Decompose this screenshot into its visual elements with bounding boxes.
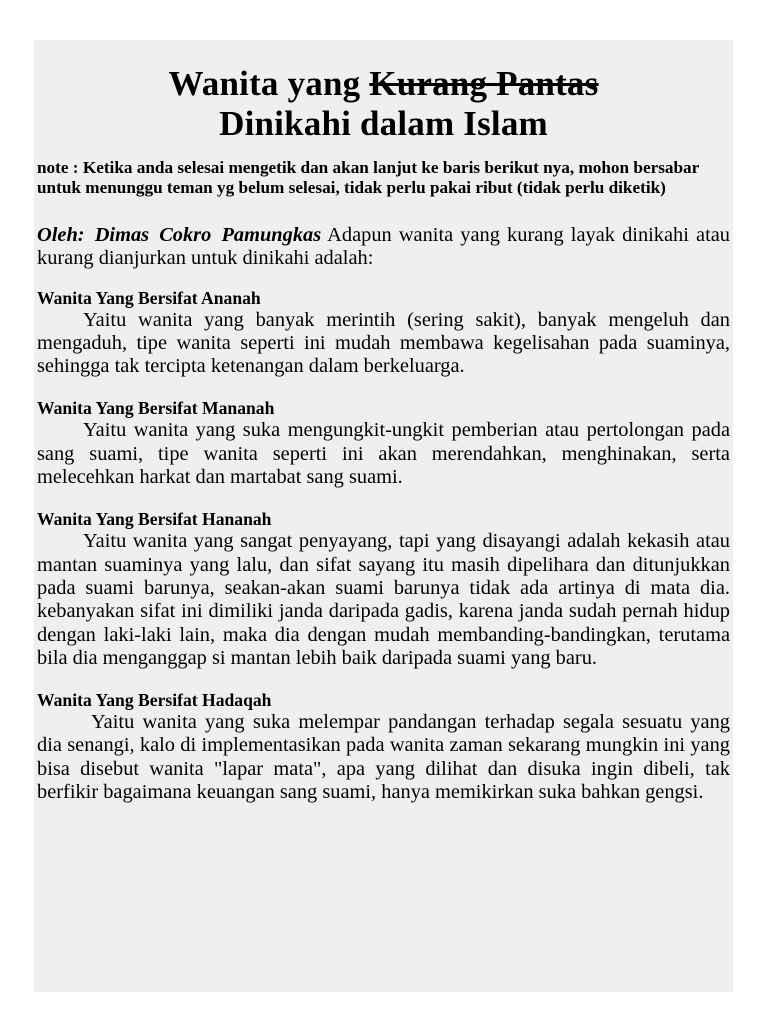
note-text: note : Ketika anda selesai mengetik dan akan lanjut ke baris berikut nya, mohon bersabar untuk menunggu teman yg belum selesai, tidak perlu pakai ribut (tidak perlu diketik) [37, 158, 699, 197]
section-body: Yaitu wanita yang banyak merintih (sering sakit), banyak mengeluh dan mengaduh, tipe wanita seperti ini mudah membawa kegelisahan pada suaminya, sehingga tak tercipta ketenangan dalam berkeluarga. [37, 308, 730, 378]
section-body: Yaitu wanita yang sangat penyayang, tapi yang disayangi adalah kekasih atau mantan suaminya yang lalu, dan sifat sayang itu masih dipelihara dan ditunjukkan pada suami barunya, seakan-akan suami barunya tidak ada artinya di mata dia. kebanyakan sifat ini dimiliki janda daripada gadis, karena janda sudah pernah hidup dengan laki-laki lain, maka dia dengan mudah membanding-bandingkan, terutama bila dia menganggap si mantan lebih baik daripada suami yang baru. [37, 530, 730, 669]
section-body: Yaitu wanita yang suka mengungkit-ungkit pemberian atau pertolongan pada sang suami, tipe wanita seperti ini akan merendahkan, menghinakan, serta melecehkan harkat dan martabat sang suami. [37, 419, 730, 489]
section-heading: Wanita Yang Bersifat Hadaqah [37, 690, 272, 711]
author-byline: Oleh: Dimas Cokro Pamungkas [37, 224, 322, 246]
title-strikethrough: Kurang Pantas [369, 64, 599, 103]
intro-paragraph [37, 224, 730, 271]
document-page [34, 40, 733, 992]
intro-text: Adapun wanita yang kurang layak dinikahi atau kurang dianjurkan untuk dinikahi adalah: [37, 224, 730, 270]
title-prefix: Wanita yang [168, 64, 370, 103]
title-line-2: Dinikahi dalam Islam [219, 104, 548, 143]
section-heading: Wanita Yang Bersifat Hananah [37, 509, 272, 530]
section-heading: Wanita Yang Bersifat Mananah [37, 398, 275, 419]
section-heading: Wanita Yang Bersifat Ananah [37, 287, 261, 308]
document-title [37, 40, 730, 144]
section-body: Yaitu wanita yang suka melempar pandangan terhadap segala sesuatu yang dia senangi, kalo di implementasikan pada wanita zaman sekarang mungkin ini yang bisa disebut wanita "lapar mata", apa yang dilihat dan disuka ingin dibeli, tak berfikir bagaimana keuangan sang suami, hanya memikirkan suka bahkan gengsi. [37, 711, 730, 804]
